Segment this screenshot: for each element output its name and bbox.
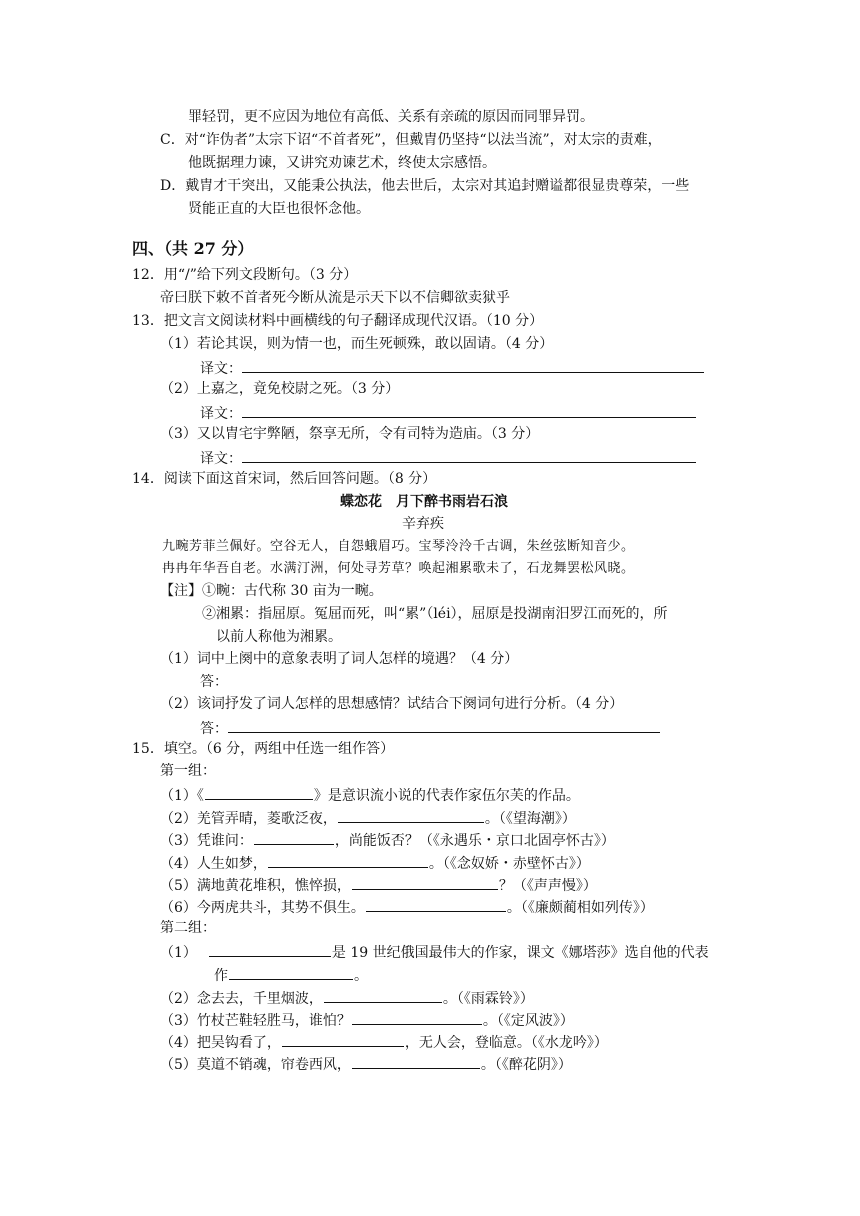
fill-text-pre: （5）满地黄花堆积，憔悴损，: [160, 878, 351, 894]
g2-item-3: [160, 1010, 574, 1030]
answer-label: 译文：: [200, 361, 242, 377]
g1-item-3: [160, 830, 615, 850]
fill-text-pre: （1）: [160, 945, 197, 961]
answer-line[interactable]: [242, 448, 696, 463]
q13-answer-row-2: [200, 403, 696, 423]
q11-option-b-continuation: 罪轻罚，更不应因为地位有高低、关系有亲疏的原因而同罪异罚。: [188, 109, 594, 125]
fill-text-post: 。（《醉花阴》）: [480, 1057, 572, 1073]
fill-text-post: 。: [354, 968, 368, 984]
answer-line[interactable]: [242, 403, 696, 418]
q11-option-d-line1: D．戴胄才干突出，又能秉公执法，他去世后，太宗对其追封赠谥都很显贵尊荣，一些: [160, 178, 690, 194]
fill-text-post: 。（《望海潮》）: [484, 811, 576, 827]
q11-option-c-line2: 他既据理力谏，又讲究劝谏艺术，终使太宗感悟。: [188, 155, 496, 171]
g2-item-2: [160, 988, 534, 1008]
answer-line[interactable]: [242, 358, 704, 373]
poem-note-1: 【注】①畹：古代称 30 亩为一畹。: [160, 583, 383, 599]
poem-author: 辛弃疾: [402, 516, 444, 532]
poem-line-1: 九畹芳菲兰佩好。空谷无人，自怨蛾眉巧。宝琴泠泠千古调，朱丝弦断知音少。: [162, 539, 635, 554]
q13-item-3: （3）又以胄宅宇弊陋，祭享无所，令有司特为造庙。（3 分）: [160, 426, 540, 442]
fill-blank[interactable]: [209, 942, 331, 957]
g1-item-4: [160, 853, 590, 873]
q14-sub-2-answer: [200, 718, 660, 738]
q13-answer-row-3: [200, 448, 696, 468]
q13-prompt: 13．把文言文阅读材料中画横线的句子翻译成现代汉语。（10 分）: [132, 313, 544, 329]
g2-item-5: [160, 1054, 572, 1074]
fill-text-post: 。（《雨霖铃》）: [442, 991, 534, 1007]
g1-item-6: [160, 897, 654, 917]
fill-blank[interactable]: [268, 853, 428, 868]
q14-sub-1: （1）词中上阕中的意象表明了词人怎样的境遇？（4 分）: [160, 651, 519, 667]
q12-text: 帝曰朕下敕不首者死今断从流是示天下以不信卿欲卖狱乎: [160, 290, 510, 306]
g2-item-1-line1: [160, 942, 709, 962]
answer-label: 答：: [200, 674, 228, 690]
poem-line-2: 冉冉年华吾自老。水满汀洲，何处寻芳草？唤起湘累歌未了，石龙舞罢松风晓。: [162, 561, 635, 576]
q14-sub-2: （2）该词抒发了词人怎样的思想感情？试结合下阕词句进行分析。（4 分）: [160, 696, 624, 712]
q12-prompt: 12．用“/”给下列文段断句。（3 分）: [132, 267, 358, 283]
fill-blank[interactable]: [324, 988, 442, 1003]
q13-item-2: （2）上嘉之，竟免校尉之死。（3 分）: [160, 381, 400, 397]
section-four-heading: 四、（共 27 分）: [132, 239, 254, 258]
g1-item-5: [160, 875, 597, 895]
answer-label: 答：: [200, 721, 228, 737]
fill-text-post: 。（《定风波》）: [482, 1013, 574, 1029]
fill-blank[interactable]: [205, 785, 313, 800]
q13-answer-row-1: [200, 358, 704, 378]
group-one-label: 第一组：: [160, 763, 216, 779]
q11-option-d-line2: 贤能正直的大臣也很怀念他。: [188, 201, 370, 217]
q15-prompt: 15．填空。（6 分，两组中任选一组作答）: [132, 741, 395, 757]
g2-item-4: [160, 1032, 608, 1052]
fill-text-post: ？（《声声慢》）: [498, 878, 597, 894]
fill-text-post: 。（《念奴娇・赤壁怀古》）: [428, 856, 590, 872]
fill-text-pre: 作: [214, 968, 228, 984]
answer-label: 译文：: [200, 451, 242, 467]
poem-title: 蝶恋花 月下醉书雨岩石浪: [340, 494, 508, 510]
answer-label: 译文：: [200, 406, 242, 422]
poem-note-2-line1: ②湘累：指屈原。冤屈而死，叫“累”（léi），屈原是投湖南汨罗江而死的，所: [202, 606, 668, 622]
fill-text-post: 是 19 世纪俄国最伟大的作家，课文《娜塔莎》选自他的代表: [331, 945, 709, 961]
fill-text-post: 》是意识流小说的代表作家伍尔芙的作品。: [313, 788, 580, 804]
fill-text-pre: （1）《: [160, 788, 204, 804]
fill-text-pre: （3）竹杖芒鞋轻胜马，谁怕？: [160, 1013, 351, 1029]
g1-item-2: [160, 808, 576, 828]
g2-item-1-line2: [214, 965, 368, 985]
fill-text-post: ，无人会，登临意。（《水龙吟》）: [404, 1035, 608, 1051]
fill-text-pre: （2）羌管弄晴，菱歌泛夜，: [160, 811, 337, 827]
fill-blank[interactable]: [254, 830, 334, 845]
fill-blank[interactable]: [282, 1032, 404, 1047]
fill-text-pre: （2）念去去，千里烟波，: [160, 991, 323, 1007]
q14-prompt: 14．阅读下面这首宋词，然后回答问题。（8 分）: [132, 471, 437, 487]
fill-text-pre: （4）人生如梦，: [160, 856, 267, 872]
q13-item-1: （1）若论其误，则为情一也，而生死顿殊，敢以固请。（4 分）: [160, 336, 554, 352]
fill-text-post: 。（《廉颇蔺相如列传》）: [506, 900, 654, 916]
q14-sub-1-answer: [200, 673, 228, 691]
poem-note-2-line2: 以前人称他为湘累。: [216, 629, 342, 645]
fill-blank[interactable]: [229, 965, 353, 980]
group-two-label: 第二组：: [160, 920, 216, 936]
fill-blank[interactable]: [352, 1054, 480, 1069]
fill-text-pre: （5）莫道不销魂，帘卷西风，: [160, 1057, 351, 1073]
fill-text-pre: （3）凭谁问：: [160, 833, 253, 849]
fill-blank[interactable]: [352, 1010, 482, 1025]
g1-item-1: [160, 785, 580, 805]
answer-line[interactable]: [228, 718, 660, 733]
fill-blank[interactable]: [338, 808, 484, 823]
fill-blank[interactable]: [352, 875, 498, 890]
fill-text-pre: （6）今两虎共斗，其势不俱生。: [160, 900, 365, 916]
fill-text-post: ，尚能饭否？（《永遇乐・京口北固亭怀古》）: [334, 833, 615, 849]
fill-text-pre: （4）把吴钩看了，: [160, 1035, 281, 1051]
q11-option-c-line1: C．对“诈伪者”太宗下诏“不首者死”，但戴胄仍坚持“以法当流”，对太宗的责难，: [160, 132, 662, 148]
fill-blank[interactable]: [366, 897, 506, 912]
